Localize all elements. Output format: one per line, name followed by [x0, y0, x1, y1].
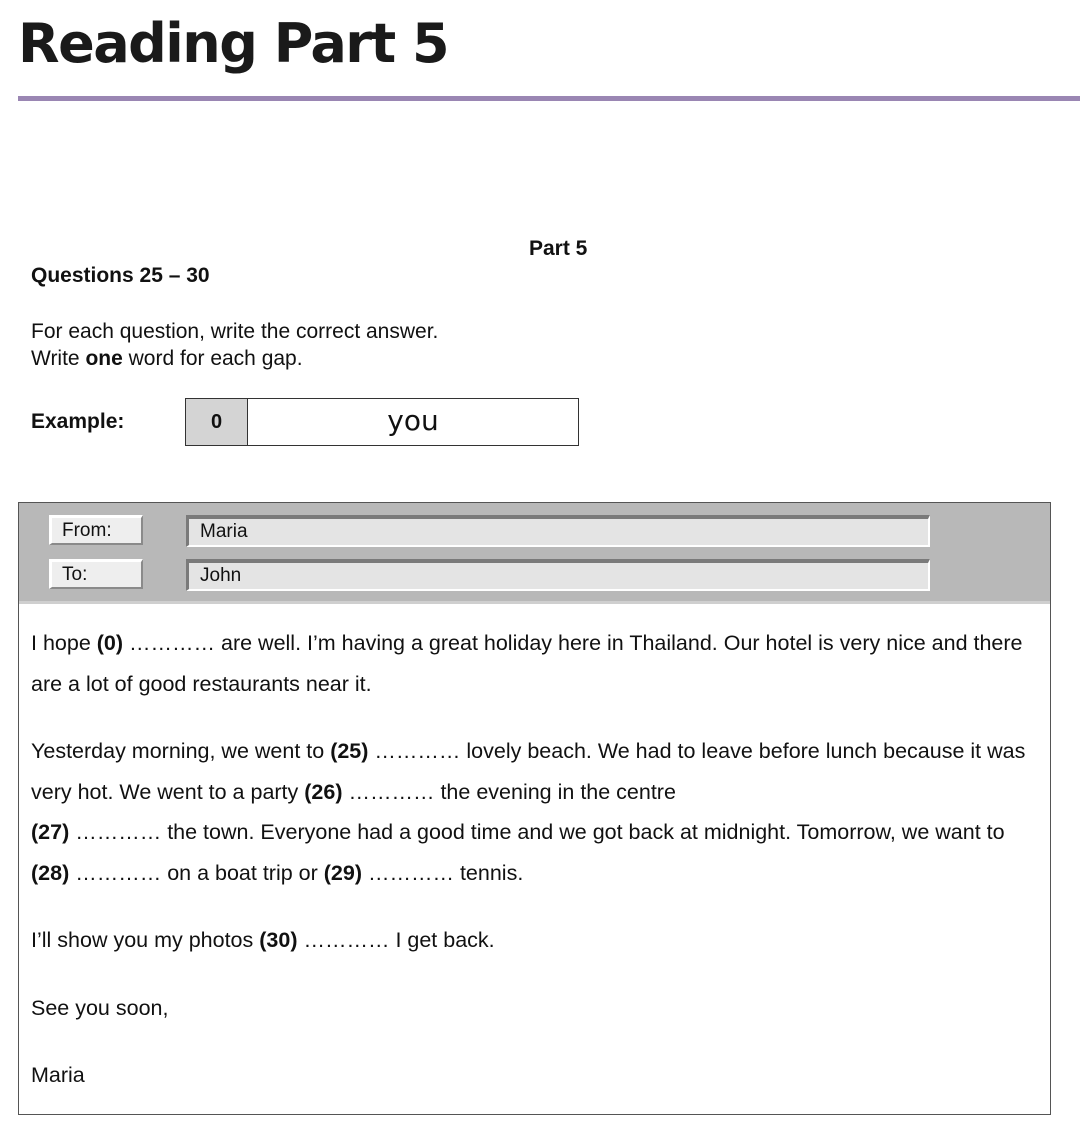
answer-gap: ………… — [129, 631, 216, 655]
text-run: tennis. — [453, 860, 524, 885]
example-label: Example: — [31, 410, 125, 433]
answer-gap: ………… — [303, 928, 390, 952]
email-paragraph — [31, 623, 1031, 704]
instruction-text: word for each gap. — [122, 347, 303, 370]
email-signature: Maria — [31, 1063, 85, 1087]
answer-gap: ………… — [348, 779, 435, 804]
question-number: (29) — [323, 860, 362, 885]
from-label: From: — [49, 515, 143, 545]
example-number: 0 — [186, 399, 248, 445]
instruction-emphasis: one — [85, 347, 123, 370]
email-paragraph — [31, 920, 1031, 961]
instructions — [31, 318, 438, 372]
text-run: are well. I’m having a great holiday here in Thailand. Our hotel is very nice and there are a lot of good restaurants near it. — [31, 631, 1023, 696]
to-label: To: — [49, 559, 143, 589]
heading-divider — [18, 96, 1080, 101]
email-body — [31, 623, 1031, 1096]
text-run: Yesterday morning, we went to — [31, 739, 331, 763]
example-answer: you — [387, 403, 439, 437]
email-header — [19, 503, 1050, 601]
email-closing: See you soon, — [31, 995, 169, 1020]
questions-range: Questions 25 – 30 — [31, 264, 210, 287]
example-box — [185, 398, 579, 446]
question-number: (30) — [259, 928, 298, 952]
text-run: I get back. — [389, 928, 495, 952]
email-paragraph — [31, 731, 1031, 893]
question-number: (28) — [31, 860, 70, 885]
question-number: (27) — [31, 820, 70, 844]
instruction-line-1: For each question, write the correct answer. — [31, 320, 439, 343]
instruction-text: Write — [31, 347, 86, 370]
text-run: the town. Everyone had a good time and we got back at midnight. Tomorrow, we want to — [161, 820, 1005, 844]
text-run: the evening in the centre — [434, 779, 676, 804]
answer-gap: ………… — [75, 860, 162, 885]
text-run: on a boat trip or — [161, 860, 324, 885]
answer-gap: ………… — [75, 820, 162, 844]
from-field: Maria — [186, 515, 930, 547]
part-label: Part 5 — [529, 237, 588, 260]
to-field: John — [186, 559, 930, 591]
question-number: (26) — [304, 779, 343, 804]
instruction-line-2 — [31, 345, 438, 372]
text-run: I hope — [31, 631, 97, 655]
page-title: Reading Part 5 — [18, 12, 449, 75]
text-run: I’ll show you my photos — [31, 928, 260, 952]
email-panel — [18, 502, 1051, 1115]
answer-gap: ………… — [367, 860, 454, 885]
text-run: lovely beach. We had to leave before lunch because it was very hot. We went to a party — [31, 739, 1026, 804]
question-number: (0) — [96, 631, 124, 655]
answer-gap: ………… — [374, 739, 461, 763]
question-number: (25) — [330, 739, 369, 763]
